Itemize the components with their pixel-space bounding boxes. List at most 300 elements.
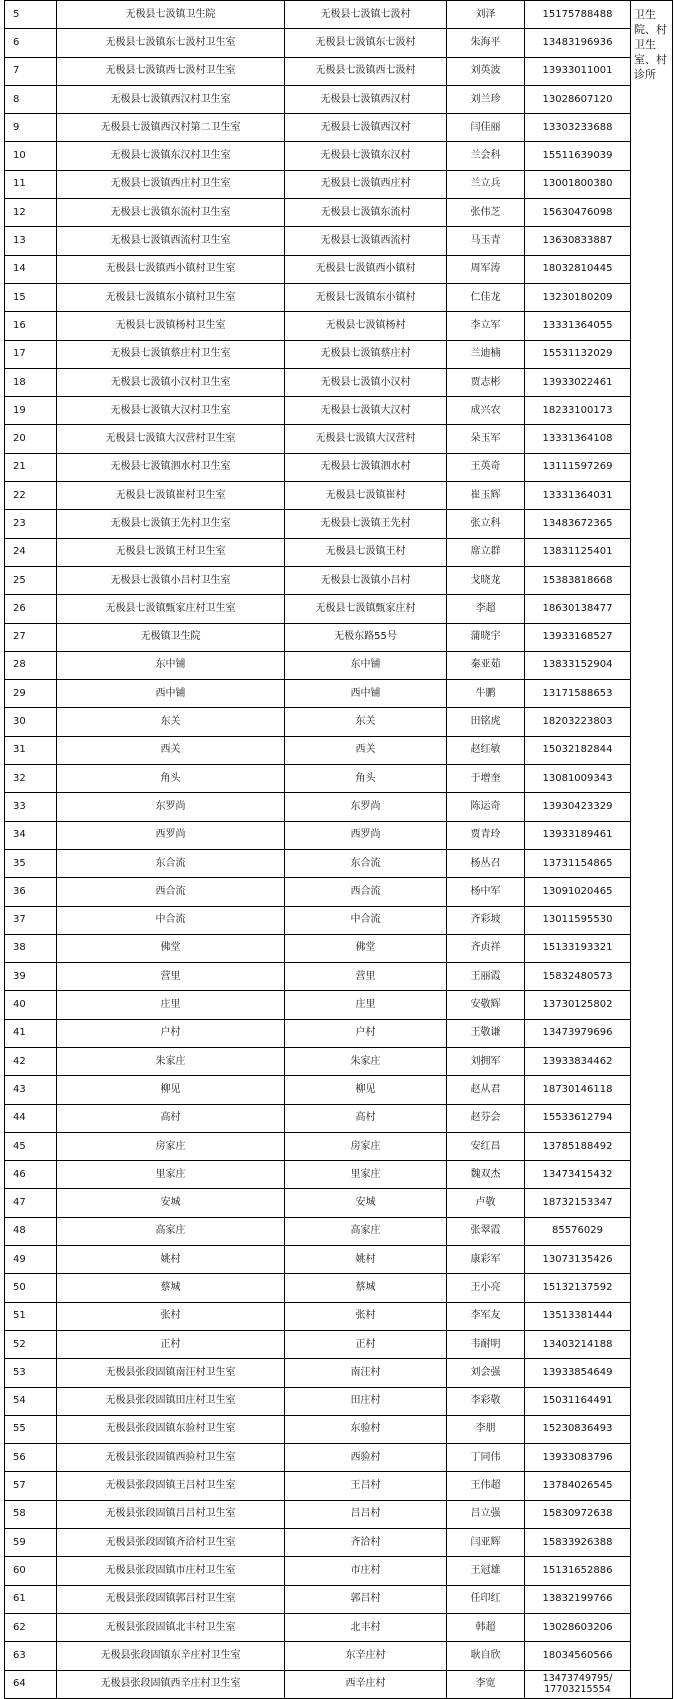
- row-number: 22: [5, 482, 57, 510]
- clinic-name: 无极县七汲镇卫生院: [57, 1, 285, 29]
- contact-phone: 15230836493: [525, 1415, 631, 1443]
- contact-phone: 18233100173: [525, 397, 631, 425]
- row-number: 23: [5, 510, 57, 538]
- row-number: 54: [5, 1387, 57, 1415]
- contact-phone: 13731154865: [525, 849, 631, 877]
- contact-person: 齐彩坡: [447, 906, 525, 934]
- contact-person: 魏双杰: [447, 1161, 525, 1189]
- clinic-name: 无极县七汲镇小汉村卫生室: [57, 368, 285, 396]
- clinic-address: 无极县七汲镇东汉村: [285, 142, 447, 170]
- clinic-address: 无极县七汲镇西汉村: [285, 114, 447, 142]
- clinic-address: 正村: [285, 1330, 447, 1358]
- row-number: 42: [5, 1047, 57, 1075]
- row-number: 39: [5, 963, 57, 991]
- contact-person: 成兴农: [447, 397, 525, 425]
- row-number: 38: [5, 934, 57, 962]
- row-number: 24: [5, 538, 57, 566]
- contact-phone: 13028603206: [525, 1613, 631, 1641]
- row-number: 17: [5, 340, 57, 368]
- clinic-address: 西罗尚: [285, 821, 447, 849]
- clinic-address: 无极县七汲镇蔡庄村: [285, 340, 447, 368]
- table-row: [5, 1387, 673, 1415]
- row-number: 58: [5, 1500, 57, 1528]
- contact-phone: 15533612794: [525, 1104, 631, 1132]
- contact-phone: 13171588653: [525, 680, 631, 708]
- row-number: 50: [5, 1274, 57, 1302]
- clinic-name: 无极县张段固镇北丰村卫生室: [57, 1613, 285, 1641]
- table-row: [5, 1076, 673, 1104]
- table-row: [5, 623, 673, 651]
- contact-person: 李朋: [447, 1415, 525, 1443]
- contact-phone: 18730146118: [525, 1076, 631, 1104]
- table-row: [5, 906, 673, 934]
- contact-person: 李立军: [447, 312, 525, 340]
- contact-phone: 13473979696: [525, 1019, 631, 1047]
- row-number: 35: [5, 849, 57, 877]
- clinic-address: 无极县七汲镇泗水村: [285, 453, 447, 481]
- row-number: 20: [5, 425, 57, 453]
- table-row: [5, 1104, 673, 1132]
- contact-person: 秦亚茹: [447, 651, 525, 679]
- clinic-address: 角头: [285, 765, 447, 793]
- row-number: 37: [5, 906, 57, 934]
- contact-phone: 15032182844: [525, 736, 631, 764]
- table-row: [5, 340, 673, 368]
- clinic-name: 无极县七汲镇西七汲村卫生室: [57, 57, 285, 85]
- contact-person: 康彩军: [447, 1246, 525, 1274]
- row-number: 64: [5, 1670, 57, 1698]
- table-row: [5, 1302, 673, 1330]
- contact-phone: 13785188492: [525, 1132, 631, 1160]
- contact-person: 赵红敏: [447, 736, 525, 764]
- table-row: [5, 793, 673, 821]
- row-number: 43: [5, 1076, 57, 1104]
- row-number: 29: [5, 680, 57, 708]
- contact-phone: 15131652886: [525, 1557, 631, 1585]
- clinic-name: 无极县七汲镇东汉村卫生室: [57, 142, 285, 170]
- table-row: [5, 1359, 673, 1387]
- clinic-name: 西合流: [57, 878, 285, 906]
- table-row: [5, 765, 673, 793]
- contact-person: 王英奇: [447, 453, 525, 481]
- contact-phone: 85576029: [525, 1217, 631, 1245]
- contact-person: 韩超: [447, 1613, 525, 1641]
- clinic-address: 王吕村: [285, 1472, 447, 1500]
- contact-phone: 13303233688: [525, 114, 631, 142]
- clinic-name: 无极县七汲镇泗水村卫生室: [57, 453, 285, 481]
- contact-person: 耿自欣: [447, 1642, 525, 1670]
- contact-phone: 13331364108: [525, 425, 631, 453]
- contact-phone: 15832480573: [525, 963, 631, 991]
- contact-phone: 13091020465: [525, 878, 631, 906]
- contact-phone: 13832199766: [525, 1585, 631, 1613]
- row-number: 18: [5, 368, 57, 396]
- table-row: [5, 1500, 673, 1528]
- contact-phone: 13403214188: [525, 1330, 631, 1358]
- table-row: [5, 1415, 673, 1443]
- table-row: [5, 170, 673, 198]
- clinic-name: 张村: [57, 1302, 285, 1330]
- row-number: 30: [5, 708, 57, 736]
- row-number: 19: [5, 397, 57, 425]
- clinic-address: 佛堂: [285, 934, 447, 962]
- clinic-contact-table: [4, 0, 673, 1699]
- contact-person: 于增奎: [447, 765, 525, 793]
- table-row: [5, 1132, 673, 1160]
- contact-person: 兰会科: [447, 142, 525, 170]
- clinic-address: 东验村: [285, 1415, 447, 1443]
- clinic-name: 无极县七汲镇东小镇村卫生室: [57, 283, 285, 311]
- table-row: [5, 963, 673, 991]
- contact-person: 张立科: [447, 510, 525, 538]
- clinic-address: 西合流: [285, 878, 447, 906]
- table-row: [5, 1529, 673, 1557]
- clinic-address: 房家庄: [285, 1132, 447, 1160]
- contact-phone: 13513381444: [525, 1302, 631, 1330]
- clinic-name: 朱家庄: [57, 1047, 285, 1075]
- contact-phone: 15830972638: [525, 1500, 631, 1528]
- clinic-address: 户村: [285, 1019, 447, 1047]
- clinic-name: 营里: [57, 963, 285, 991]
- table-row: [5, 114, 673, 142]
- clinic-name: 东关: [57, 708, 285, 736]
- clinic-name: 无极县张段固镇王吕村卫生室: [57, 1472, 285, 1500]
- table-row: [5, 680, 673, 708]
- clinic-name: 东中铺: [57, 651, 285, 679]
- clinic-address: 柳见: [285, 1076, 447, 1104]
- table-row: [5, 1274, 673, 1302]
- clinic-address: 无极县七汲镇大汉营村: [285, 425, 447, 453]
- contact-phone: 13473415432: [525, 1161, 631, 1189]
- row-number: 63: [5, 1642, 57, 1670]
- table-row: [5, 849, 673, 877]
- clinic-address: 齐洽村: [285, 1529, 447, 1557]
- clinic-address: 西辛庄村: [285, 1670, 447, 1698]
- row-number: 7: [5, 57, 57, 85]
- row-number: 60: [5, 1557, 57, 1585]
- clinic-address: 无极县七汲镇东小镇村: [285, 283, 447, 311]
- contact-phone: 13028607120: [525, 85, 631, 113]
- clinic-name: 无极县七汲镇东流村卫生室: [57, 199, 285, 227]
- clinic-address: 无极县七汲镇甄家庄村: [285, 595, 447, 623]
- row-number: 21: [5, 453, 57, 481]
- clinic-address: 东关: [285, 708, 447, 736]
- contact-phone: 15132137592: [525, 1274, 631, 1302]
- clinic-name: 东罗尚: [57, 793, 285, 821]
- contact-person: 赵从君: [447, 1076, 525, 1104]
- contact-phone: 18034560566: [525, 1642, 631, 1670]
- contact-phone: 13073135426: [525, 1246, 631, 1274]
- clinic-name: 佛堂: [57, 934, 285, 962]
- contact-phone: 15031164491: [525, 1387, 631, 1415]
- clinic-address: 高村: [285, 1104, 447, 1132]
- table-row: [5, 1330, 673, 1358]
- clinic-address: 南汪村: [285, 1359, 447, 1387]
- row-number: 32: [5, 765, 57, 793]
- clinic-name: 无极县七汲镇甄家庄村卫生室: [57, 595, 285, 623]
- clinic-name: 无极县七汲镇蔡庄村卫生室: [57, 340, 285, 368]
- contact-phone: 13331364031: [525, 482, 631, 510]
- row-number: 41: [5, 1019, 57, 1047]
- clinic-name: 无极县七汲镇西汉村第二卫生室: [57, 114, 285, 142]
- table-row: [5, 312, 673, 340]
- clinic-name: 无极县张段固镇田庄村卫生室: [57, 1387, 285, 1415]
- row-number: 44: [5, 1104, 57, 1132]
- contact-phone: 15511639039: [525, 142, 631, 170]
- row-number: 5: [5, 1, 57, 29]
- clinic-name: 柳见: [57, 1076, 285, 1104]
- row-number: 27: [5, 623, 57, 651]
- table-row: [5, 397, 673, 425]
- clinic-address: 无极县七汲镇七汲村: [285, 1, 447, 29]
- table-row: [5, 1246, 673, 1274]
- row-number: 10: [5, 142, 57, 170]
- clinic-address: 无极东路55号: [285, 623, 447, 651]
- clinic-name: 西中铺: [57, 680, 285, 708]
- clinic-name: 无极县七汲镇王先村卫生室: [57, 510, 285, 538]
- clinic-name: 无极县七汲镇西庄村卫生室: [57, 170, 285, 198]
- clinic-name: 无极县七汲镇崔村卫生室: [57, 482, 285, 510]
- row-number: 34: [5, 821, 57, 849]
- contact-person: 王伟超: [447, 1472, 525, 1500]
- table-row: [5, 934, 673, 962]
- contact-person: 任印红: [447, 1585, 525, 1613]
- clinic-name: 里家庄: [57, 1161, 285, 1189]
- contact-phone: 13833152904: [525, 651, 631, 679]
- clinic-name: 蔡城: [57, 1274, 285, 1302]
- clinic-address: 无极县七汲镇小吕村: [285, 566, 447, 594]
- row-number: 26: [5, 595, 57, 623]
- row-number: 48: [5, 1217, 57, 1245]
- contact-person: 刘兰珍: [447, 85, 525, 113]
- clinic-address: 安城: [285, 1189, 447, 1217]
- contact-person: 仁佳龙: [447, 283, 525, 311]
- contact-phone: 13483196936: [525, 29, 631, 57]
- clinic-name: 无极县张段固镇市庄村卫生室: [57, 1557, 285, 1585]
- table-row: [5, 821, 673, 849]
- table-row: [5, 1585, 673, 1613]
- row-number: 45: [5, 1132, 57, 1160]
- row-number: 16: [5, 312, 57, 340]
- clinic-name: 中合流: [57, 906, 285, 934]
- clinic-name: 姚村: [57, 1246, 285, 1274]
- clinic-name: 无极县七汲镇东七汲村卫生室: [57, 29, 285, 57]
- table-row: [5, 85, 673, 113]
- contact-person: 陈运奇: [447, 793, 525, 821]
- row-number: 40: [5, 991, 57, 1019]
- table-row: [5, 57, 673, 85]
- table-row: [5, 708, 673, 736]
- contact-phone: 15630476098: [525, 199, 631, 227]
- contact-person: 贾青玲: [447, 821, 525, 849]
- contact-person: 刘拥军: [447, 1047, 525, 1075]
- clinic-name: 无极县张段固镇西验村卫生室: [57, 1444, 285, 1472]
- clinic-name: 东合流: [57, 849, 285, 877]
- clinic-name: 无极县张段固镇吕吕村卫生室: [57, 1500, 285, 1528]
- contact-phone: 13831125401: [525, 538, 631, 566]
- clinic-address: 东罗尚: [285, 793, 447, 821]
- row-number: 56: [5, 1444, 57, 1472]
- clinic-address: 无极县七汲镇西流村: [285, 227, 447, 255]
- contact-phone: 13933854649: [525, 1359, 631, 1387]
- clinic-name: 无极县七汲镇西小镇村卫生室: [57, 255, 285, 283]
- contact-person: 闫亚辉: [447, 1529, 525, 1557]
- contact-phone: 13001800380: [525, 170, 631, 198]
- clinic-name: 高家庄: [57, 1217, 285, 1245]
- contact-person: 刘会强: [447, 1359, 525, 1387]
- contact-person: 卢敬: [447, 1189, 525, 1217]
- row-number: 15: [5, 283, 57, 311]
- contact-phone: 15133193321: [525, 934, 631, 962]
- table-body: [5, 1, 673, 1699]
- clinic-name: 西关: [57, 736, 285, 764]
- contact-person: 李军友: [447, 1302, 525, 1330]
- clinic-address: 无极县七汲镇小汉村: [285, 368, 447, 396]
- contact-phone: 18732153347: [525, 1189, 631, 1217]
- row-number: 31: [5, 736, 57, 764]
- contact-phone: 13933834462: [525, 1047, 631, 1075]
- clinic-address: 市庄村: [285, 1557, 447, 1585]
- clinic-address: 姚村: [285, 1246, 447, 1274]
- table-row: [5, 425, 673, 453]
- contact-person: 王丽霞: [447, 963, 525, 991]
- clinic-address: 高家庄: [285, 1217, 447, 1245]
- contact-person: 刘英波: [447, 57, 525, 85]
- row-number: 14: [5, 255, 57, 283]
- contact-phone: 13331364055: [525, 312, 631, 340]
- clinic-name: 无极县七汲镇西流村卫生室: [57, 227, 285, 255]
- table-row: [5, 510, 673, 538]
- clinic-name: 无极县张段固镇东验村卫生室: [57, 1415, 285, 1443]
- clinic-name: 户村: [57, 1019, 285, 1047]
- clinic-name: 无极县七汲镇大汉营村卫生室: [57, 425, 285, 453]
- contact-person: 席立群: [447, 538, 525, 566]
- contact-person: 丁同伟: [447, 1444, 525, 1472]
- clinic-address: 无极县七汲镇杨村: [285, 312, 447, 340]
- clinic-name: 无极县张段固镇郭吕村卫生室: [57, 1585, 285, 1613]
- table-row: [5, 1, 673, 29]
- table-row: [5, 1670, 673, 1698]
- contact-phone: 13081009343: [525, 765, 631, 793]
- contact-person: 贾志彬: [447, 368, 525, 396]
- clinic-address: 中合流: [285, 906, 447, 934]
- contact-phone: 13111597269: [525, 453, 631, 481]
- contact-person: 杨丛召: [447, 849, 525, 877]
- clinic-name: 无极县张段固镇西辛庄村卫生室: [57, 1670, 285, 1698]
- contact-phone: 13933189461: [525, 821, 631, 849]
- row-number: 12: [5, 199, 57, 227]
- contact-person: 张伟芝: [447, 199, 525, 227]
- contact-person: 蒲晓宇: [447, 623, 525, 651]
- contact-phone: 15383818668: [525, 566, 631, 594]
- table-row: [5, 453, 673, 481]
- contact-person: 朵玉军: [447, 425, 525, 453]
- clinic-name: 高村: [57, 1104, 285, 1132]
- category-label: 卫生院、村卫生室、村诊所: [631, 1, 673, 1699]
- contact-person: 王敬谦: [447, 1019, 525, 1047]
- clinic-address: 西验村: [285, 1444, 447, 1472]
- table-row: [5, 736, 673, 764]
- table-row: [5, 1189, 673, 1217]
- clinic-name: 庄里: [57, 991, 285, 1019]
- table-row: [5, 283, 673, 311]
- clinic-address: 北丰村: [285, 1613, 447, 1641]
- contact-phone: 18630138477: [525, 595, 631, 623]
- clinic-name: 西罗尚: [57, 821, 285, 849]
- clinic-address: 西中铺: [285, 680, 447, 708]
- table-row: [5, 1019, 673, 1047]
- contact-phone: 18203223803: [525, 708, 631, 736]
- table-row: [5, 142, 673, 170]
- contact-phone: 13784026545: [525, 1472, 631, 1500]
- contact-phone: 13230180209: [525, 283, 631, 311]
- row-number: 53: [5, 1359, 57, 1387]
- contact-person: 李超: [447, 595, 525, 623]
- contact-person: 兰迪楠: [447, 340, 525, 368]
- row-number: 61: [5, 1585, 57, 1613]
- clinic-name: 无极镇卫生院: [57, 623, 285, 651]
- contact-person: 李宽: [447, 1670, 525, 1698]
- table-row: [5, 538, 673, 566]
- contact-phone: 13933083796: [525, 1444, 631, 1472]
- contact-phone: 13933011001: [525, 57, 631, 85]
- row-number: 47: [5, 1189, 57, 1217]
- clinic-address: 无极县七汲镇大汉村: [285, 397, 447, 425]
- clinic-address: 无极县七汲镇西庄村: [285, 170, 447, 198]
- clinic-address: 东中铺: [285, 651, 447, 679]
- contact-person: 闫佳丽: [447, 114, 525, 142]
- contact-person: 朱海平: [447, 29, 525, 57]
- contact-person: 兰立兵: [447, 170, 525, 198]
- table-row: [5, 255, 673, 283]
- contact-phone: 13473749795/ 17703215554: [525, 1670, 631, 1698]
- table-row: [5, 482, 673, 510]
- contact-phone: 15175788488: [525, 1, 631, 29]
- contact-person: 吕立强: [447, 1500, 525, 1528]
- clinic-address: 营里: [285, 963, 447, 991]
- contact-phone: 13730125802: [525, 991, 631, 1019]
- contact-person: 安红昌: [447, 1132, 525, 1160]
- clinic-name: 无极县七汲镇杨村卫生室: [57, 312, 285, 340]
- clinic-name: 正村: [57, 1330, 285, 1358]
- row-number: 25: [5, 566, 57, 594]
- table-row: [5, 1217, 673, 1245]
- clinic-address: 无极县七汲镇西汉村: [285, 85, 447, 113]
- contact-phone: 13933022461: [525, 368, 631, 396]
- clinic-address: 无极县七汲镇西七汲村: [285, 57, 447, 85]
- clinic-address: 东合流: [285, 849, 447, 877]
- clinic-address: 蔡城: [285, 1274, 447, 1302]
- contact-person: 周军涛: [447, 255, 525, 283]
- clinic-name: 无极县张段固镇齐洽村卫生室: [57, 1529, 285, 1557]
- contact-phone: 13930423329: [525, 793, 631, 821]
- contact-person: 王冠雄: [447, 1557, 525, 1585]
- row-number: 11: [5, 170, 57, 198]
- contact-person: 赵芬会: [447, 1104, 525, 1132]
- table-row: [5, 651, 673, 679]
- contact-person: 李彩敬: [447, 1387, 525, 1415]
- clinic-name: 房家庄: [57, 1132, 285, 1160]
- contact-phone: 15531132029: [525, 340, 631, 368]
- clinic-name: 无极县张段固镇南汪村卫生室: [57, 1359, 285, 1387]
- contact-person: 戈晓龙: [447, 566, 525, 594]
- row-number: 59: [5, 1529, 57, 1557]
- clinic-address: 无极县七汲镇王村: [285, 538, 447, 566]
- row-number: 62: [5, 1613, 57, 1641]
- row-number: 28: [5, 651, 57, 679]
- clinic-address: 里家庄: [285, 1161, 447, 1189]
- clinic-address: 无极县七汲镇东流村: [285, 199, 447, 227]
